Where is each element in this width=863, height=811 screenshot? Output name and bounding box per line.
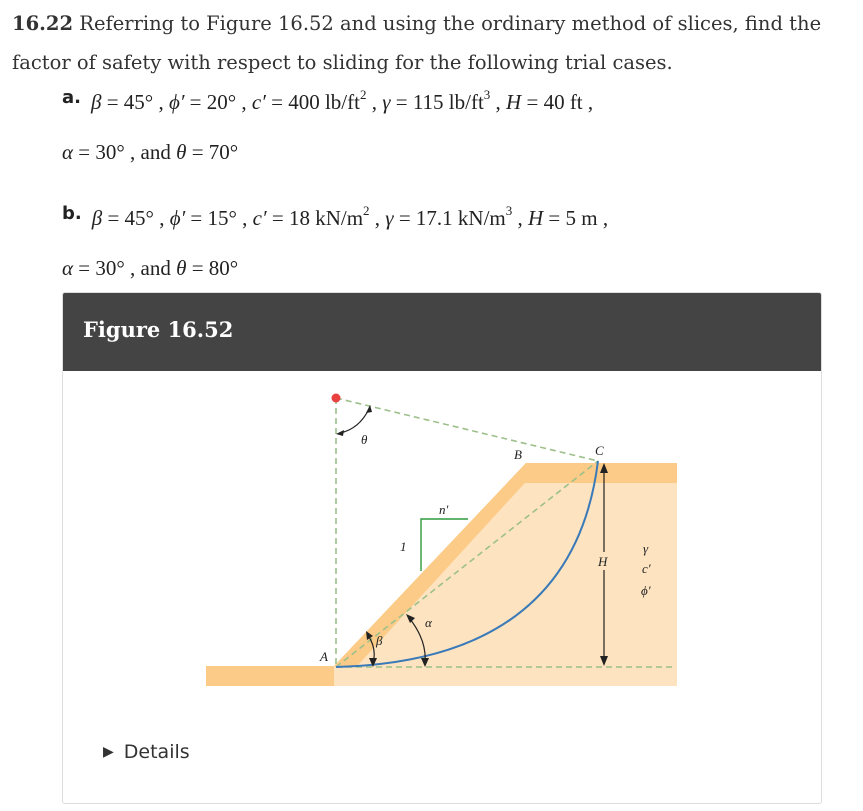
theta-arc [340, 409, 369, 433]
problem-text-1: Referring to Figure 16.52 and using the ordinary method of slices, find the [79, 12, 822, 35]
case-a-gamma-unit: lb/ft [448, 90, 484, 114]
problem-line-1 [12, 4, 852, 43]
theta-arrowhead-1 [336, 430, 344, 436]
label-theta: θ [361, 432, 368, 447]
case-b-H: 5 [565, 206, 577, 230]
problem-number: 16.22 [12, 12, 74, 35]
case-a-theta: 70 [208, 140, 230, 164]
case-b-c-unit: kN/m [315, 206, 364, 230]
case-a-H-unit: ft [569, 90, 583, 114]
figure-title: Figure 16.52 [83, 317, 234, 342]
case-b-H-unit: m [581, 206, 598, 230]
problem-statement [12, 4, 852, 82]
case-a-label: a. [62, 87, 81, 108]
case-a-alpha: 30 [95, 140, 117, 164]
case-b-theta: 80 [208, 256, 230, 280]
circle-center [332, 394, 341, 403]
ground-band-bottom [206, 666, 334, 686]
case-a-beta: 45 [123, 90, 145, 114]
label-alpha: α [425, 615, 432, 630]
case-a-line-2: α = 30° , and θ = 70° [62, 140, 239, 164]
slope-diagram [63, 371, 821, 701]
case-b-gamma: 17.1 [415, 206, 453, 230]
details-label: Details [123, 741, 190, 763]
disclosure-triangle-icon: ▶ [103, 744, 114, 760]
case-a-gamma: 115 [412, 90, 444, 114]
label-B: B [514, 447, 522, 462]
case-b-c: 18 [288, 206, 310, 230]
problem-text-2: factor of safety with respect to sliding for the following trial cases. [12, 51, 673, 74]
label-A: A [320, 649, 328, 664]
case-b-label: b. [62, 203, 82, 224]
case-a-c-unit: lb/ft [324, 90, 360, 114]
case-b-alpha: 30 [95, 256, 117, 280]
label-n-prime: n′ [439, 502, 449, 517]
figure-panel [62, 292, 822, 804]
label-one: 1 [400, 539, 407, 554]
case-b-beta: 45 [124, 206, 146, 230]
case-b-and: and [140, 256, 171, 280]
case-a-phi: 20 [206, 90, 228, 114]
case-a-and: and [140, 140, 171, 164]
label-beta: β [376, 633, 383, 648]
radius-line-to-C [336, 398, 598, 461]
label-gamma: γ [643, 541, 649, 556]
case-a-c: 400 [288, 90, 320, 114]
case-a-line-1: a. β = 45° , ϕ′ = 20° , c′ = 400 $lb/ft^2$ , γ = 115 $lb/ft^3$ , H = 40 ft , [62, 87, 594, 114]
case-b-phi: 15 [207, 206, 229, 230]
label-C: C [595, 443, 604, 458]
details-toggle[interactable] [103, 741, 190, 763]
label-c-prime: c′ [642, 561, 651, 576]
label-H: H [598, 554, 608, 569]
figure-header [63, 293, 821, 371]
case-b-line-1: b. β = 45° , ϕ′ = 15° , c′ = 18 $kN/m^2$ , γ = 17.1 $kN/m^3$ , H = 5 m , [62, 203, 609, 230]
problem-line-2 [12, 43, 852, 82]
case-a-H: 40 [543, 90, 565, 114]
label-phi-prime: ϕ′ [641, 583, 651, 598]
case-b-gamma-unit: kN/m [457, 206, 506, 230]
case-b-line-2: α = 30° , and θ = 80° [62, 256, 239, 280]
